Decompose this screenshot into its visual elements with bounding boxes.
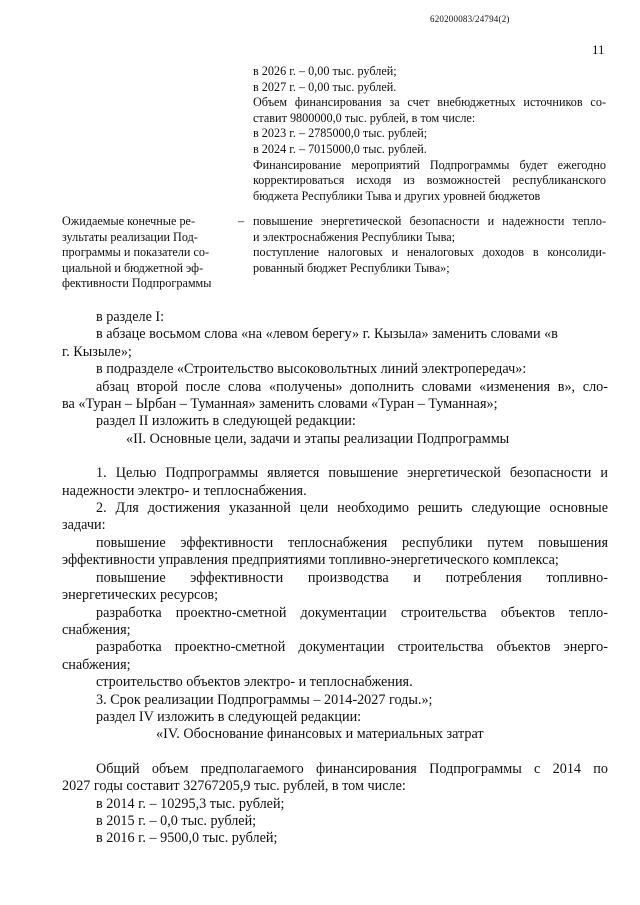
paragraph: разработка проектно-сметной документации строительства объектов тепло-	[96, 604, 608, 621]
financing-line: Объем финансирования за счет внебюджетных источников со-	[253, 95, 606, 110]
label-line: фективности Подпрограммы	[62, 276, 212, 291]
word: повышение	[96, 569, 166, 586]
paragraph: в 2014 г. – 10295,3 тыс. рублей;	[96, 795, 285, 812]
paragraph: строительство объектов электро- и теплоснабжения.	[96, 674, 413, 691]
document-id: 620200083/24794(2)	[430, 14, 510, 24]
word: производства	[307, 569, 389, 586]
paragraph-continuation: 2027 годы составит 32767205,9 тыс. рублей, в том числе:	[62, 778, 406, 795]
paragraph-continuation: надежности электро- и теплоснабжения.	[62, 482, 307, 499]
word: топливно-	[546, 569, 608, 586]
paragraph	[86, 326, 608, 343]
paragraph-continuation: г. Кызыле»;	[62, 343, 132, 360]
paragraph-continuation: ва «Туран – Ырбан – Туманная» заменить словами «Туран – Туманная»;	[62, 396, 498, 413]
document-body	[62, 309, 608, 848]
paragraph: раздел IV изложить в следующей редакции:	[96, 708, 362, 725]
paragraph: в разделе I:	[96, 309, 165, 325]
section-heading: «IV. Обоснование финансовых и материальных затрат	[156, 726, 484, 743]
paragraph-continuation: снабжения;	[62, 621, 131, 638]
label-line: зультаты реализации Под-	[62, 229, 198, 244]
financing-cell	[253, 64, 606, 204]
financing-line: в 2023 г. – 2785000,0 тыс. рублей;	[253, 126, 428, 141]
expected-results-cell	[253, 214, 606, 276]
paragraph-continuation: снабжения;	[62, 656, 131, 673]
expected-results-label	[62, 214, 230, 292]
word: эффективности	[190, 569, 284, 586]
paragraph: в подразделе «Строительство высоковольтных линий электропередач»:	[96, 361, 527, 378]
paragraph: 3. Срок реализации Подпрограммы – 2014-2027 годы.»;	[96, 691, 433, 708]
label-line: циальной и бюджетной эф-	[62, 260, 204, 275]
expected-line: повышение энергетической безопасности и надежности тепло-	[253, 214, 606, 228]
paragraph: в 2015 г. – 0,0 тыс. рублей;	[96, 812, 257, 829]
financing-line: в 2027 г. – 0,00 тыс. рублей.	[253, 79, 397, 94]
financing-line: бюджета Республики Тыва и других уровней бюджетов	[253, 188, 541, 203]
expected-line: и электроснабжения Республики Тыва;	[253, 229, 456, 244]
page-number: 11	[592, 42, 605, 57]
label-line: программы и показатели со-	[62, 245, 210, 260]
paragraph: 1. Целью Подпрограммы является повышение энергетической безопасности и	[96, 465, 608, 482]
paragraph: в 2016 г. – 9500,0 тыс. рублей;	[96, 830, 278, 847]
paragraph-continuation: эффективности управления предприятиями топливно-энергетического комплекса;	[62, 552, 559, 569]
paragraph: абзац второй после слова «получены» дополнить словами «изменения в», сло-	[96, 378, 608, 395]
paragraph-continuation: энергетических ресурсов;	[62, 587, 219, 604]
paragraph: повышение эффективности теплоснабжения республики путем повышения	[96, 534, 608, 551]
paragraph	[86, 570, 608, 587]
word: потребления	[445, 569, 522, 586]
financing-line: в 2026 г. – 0,00 тыс. рублей;	[253, 64, 397, 78]
financing-line: Финансирование мероприятий Подпрограммы будет ежегодно	[253, 157, 606, 172]
paragraph-line: в абзаце восьмом слова «на «левом берегу» г. Кызыла» заменить словами «в	[96, 326, 558, 343]
expected-line: рованный бюджет Республики Тыва»;	[253, 260, 450, 275]
section-heading: «II. Основные цели, задачи и этапы реализации Подпрограммы	[126, 430, 510, 447]
paragraph: 2. Для достижения указанной цели необходимо решить следующие основные	[96, 500, 608, 517]
paragraph: раздел II изложить в следующей редакции:	[96, 413, 356, 430]
label-line: Ожидаемые конечные ре-	[62, 214, 196, 228]
paragraph: разработка проектно-сметной документации строительства объектов энерго-	[96, 639, 608, 656]
financing-line: ставит 9800000,0 тыс. рублей, в том числе:	[253, 110, 476, 125]
paragraph-continuation: задачи:	[62, 517, 106, 534]
paragraph: Общий объем предполагаемого финансирования Подпрограммы с 2014 по	[96, 760, 608, 777]
table-dash: –	[238, 214, 245, 228]
financing-line: в 2024 г. – 7015000,0 тыс. рублей.	[253, 141, 427, 156]
expected-line: поступление налоговых и неналоговых доходов в консолиди-	[253, 245, 606, 260]
word: и	[413, 569, 421, 586]
financing-line: корректироваться исходя из возможностей республиканского	[253, 173, 606, 188]
